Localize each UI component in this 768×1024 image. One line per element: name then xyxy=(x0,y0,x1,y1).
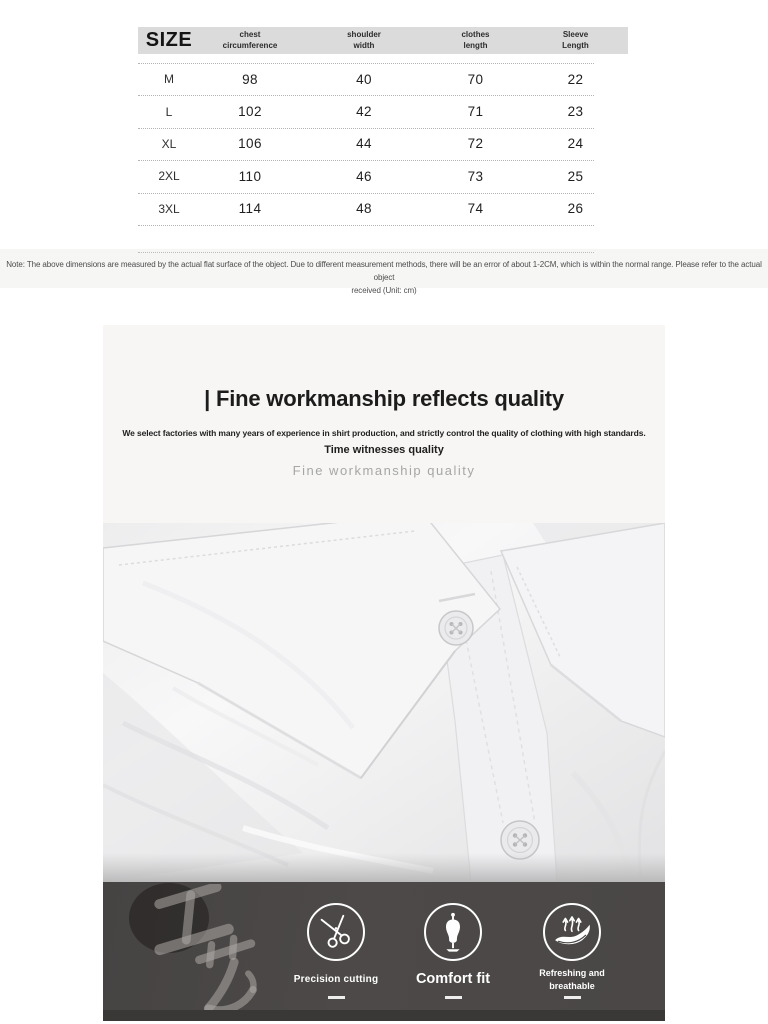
craft-calligraphy-watermark xyxy=(121,884,281,1010)
column-header-shoulder: shoulder width xyxy=(347,30,381,50)
breathable-icon xyxy=(550,910,594,954)
table-row: L 102 42 71 23 xyxy=(165,104,584,120)
table-divider xyxy=(138,160,594,161)
section-caption: Fine workmanship quality xyxy=(292,463,476,478)
shirt-collar-photo xyxy=(103,523,665,882)
shirt-collar-illustration xyxy=(103,523,665,882)
feature-circle xyxy=(543,903,601,961)
table-divider xyxy=(138,193,594,194)
table-divider xyxy=(138,95,594,96)
table-row: 2XL 110 46 73 25 xyxy=(158,168,584,184)
note-line-2: received (Unit: cm) xyxy=(351,286,417,295)
feature-circle xyxy=(424,903,482,961)
table-row: XL 106 44 72 24 xyxy=(161,136,584,152)
shirt-button-top xyxy=(439,611,473,645)
column-header-chest: chest circumference xyxy=(222,30,278,50)
note-divider xyxy=(138,252,594,253)
mannequin-icon xyxy=(431,910,475,954)
feature-label: Comfort fit xyxy=(415,970,491,987)
table-row: 3XL 114 48 74 26 xyxy=(158,201,584,217)
feature-underline xyxy=(328,996,345,999)
table-row: M 98 40 70 22 xyxy=(164,71,584,87)
table-divider xyxy=(138,128,594,129)
section-subheading: We select factories with many years of experience in shirt production, and strictly control the quality of clothing with high standards. xyxy=(122,428,646,438)
note-line-1: Note: The above dimensions are measured by the actual flat surface of the object. Due to different measurement methods, there will be an error of about 1-2CM, which is within the normal range. Please refer to the actual object xyxy=(6,260,762,282)
size-table-header xyxy=(138,27,628,54)
craft-bar-footer xyxy=(103,1010,665,1021)
feature-label: Precision cutting xyxy=(293,973,379,985)
feature-circle xyxy=(307,903,365,961)
feature-underline xyxy=(445,996,462,999)
column-header-sleeve: Sleeve Length xyxy=(562,30,589,50)
column-header-clothes: clothes length xyxy=(461,30,490,50)
table-divider xyxy=(138,225,594,226)
measurement-note xyxy=(0,258,768,297)
craft-feature-bar xyxy=(103,882,665,1010)
feature-label: Refreshing and breathable xyxy=(539,968,605,991)
section-tagline: Time witnesses quality xyxy=(324,444,444,456)
size-table-title: SIZE xyxy=(145,29,193,51)
section-heading: | Fine workmanship reflects quality xyxy=(204,386,564,411)
quality-section xyxy=(103,325,665,523)
size-table-body xyxy=(138,63,628,225)
table-divider xyxy=(138,63,594,64)
scissors-icon xyxy=(314,910,358,954)
feature-breathable xyxy=(502,903,642,999)
feature-underline xyxy=(564,996,581,999)
